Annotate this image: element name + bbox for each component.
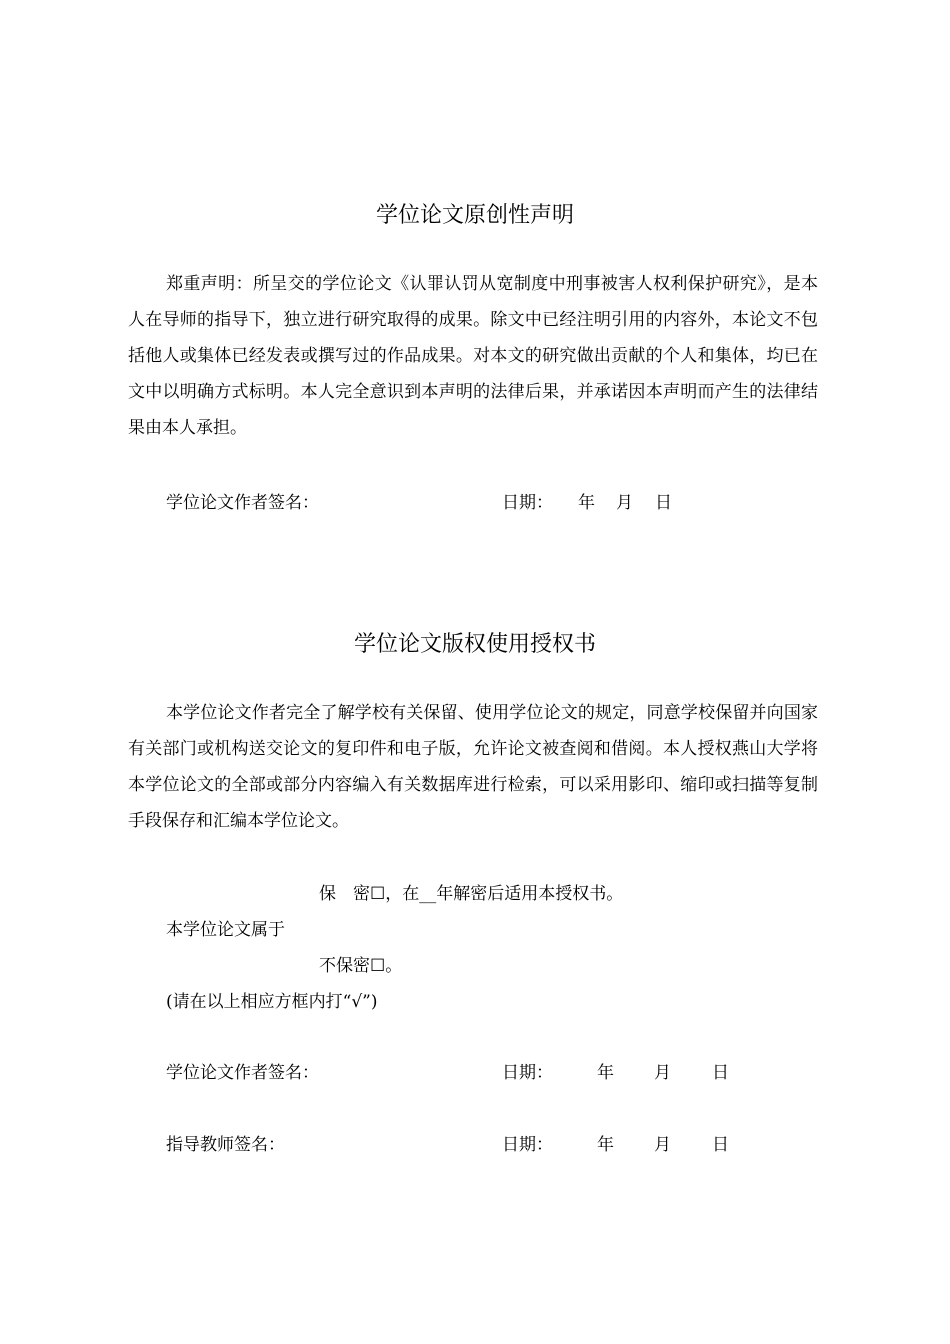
advisor-day-label: 日 — [712, 1135, 729, 1155]
advisor-year-label: 年 — [597, 1135, 614, 1155]
declaration-year-label: 年 — [578, 493, 595, 513]
advisor-month-label: 月 — [654, 1135, 671, 1155]
confidential-option: 保 密☐，在__年解密后适用本授权书。 — [319, 884, 624, 904]
declaration-day-label: 日 — [655, 493, 672, 513]
authorization-author-signature-label: 学位论文作者签名： — [166, 1063, 319, 1083]
authorization-author-day-label: 日 — [712, 1063, 729, 1083]
authorization-author-year-label: 年 — [597, 1063, 614, 1083]
advisor-signature-label: 指导教师签名： — [166, 1135, 285, 1155]
belongs-label: 本学位论文属于 — [166, 920, 285, 940]
declaration-author-signature-label: 学位论文作者签名： — [166, 493, 319, 513]
declaration-title: 学位论文原创性声明 — [375, 203, 574, 228]
advisor-date-label: 日期： — [502, 1135, 553, 1155]
declaration-body: 郑重声明：所呈交的学位论文《认罪认罚从宽制度中刑事被害人权利保护研究》，是本人在导师的指导下，独立进行研究取得的成果。除文中已经注明引用的内容外，本论文不包括他人或集体已经发表或撰写过的作品成果。对本文的研究做出贡献的个人和集体，均已在文中以明确方式标明。本人完全意识到本声明的法律后果，并承诺因本声明而产生的法律结果由本人承担。 — [128, 274, 818, 438]
declaration-month-label: 月 — [616, 493, 633, 513]
authorization-author-month-label: 月 — [654, 1063, 671, 1083]
authorization-author-date-label: 日期： — [502, 1063, 553, 1083]
authorization-title: 学位论文版权使用授权书 — [353, 632, 596, 657]
authorization-body: 本学位论文作者完全了解学校有关保留、使用学位论文的规定，同意学校保留并向国家有关部门或机构送交论文的复印件和电子版，允许论文被查阅和借阅。本人授权燕山大学将本学位论文的全部或部分内容编入有关数据库进行检索，可以采用影印、缩印或扫描等复制手段保存和汇编本学位论文。 — [128, 703, 818, 831]
check-instruction: (请在以上相应方框内打“√”) — [166, 992, 378, 1012]
non-confidential-option: 不保密☐。 — [319, 956, 403, 976]
declaration-date-label: 日期： — [502, 493, 553, 513]
